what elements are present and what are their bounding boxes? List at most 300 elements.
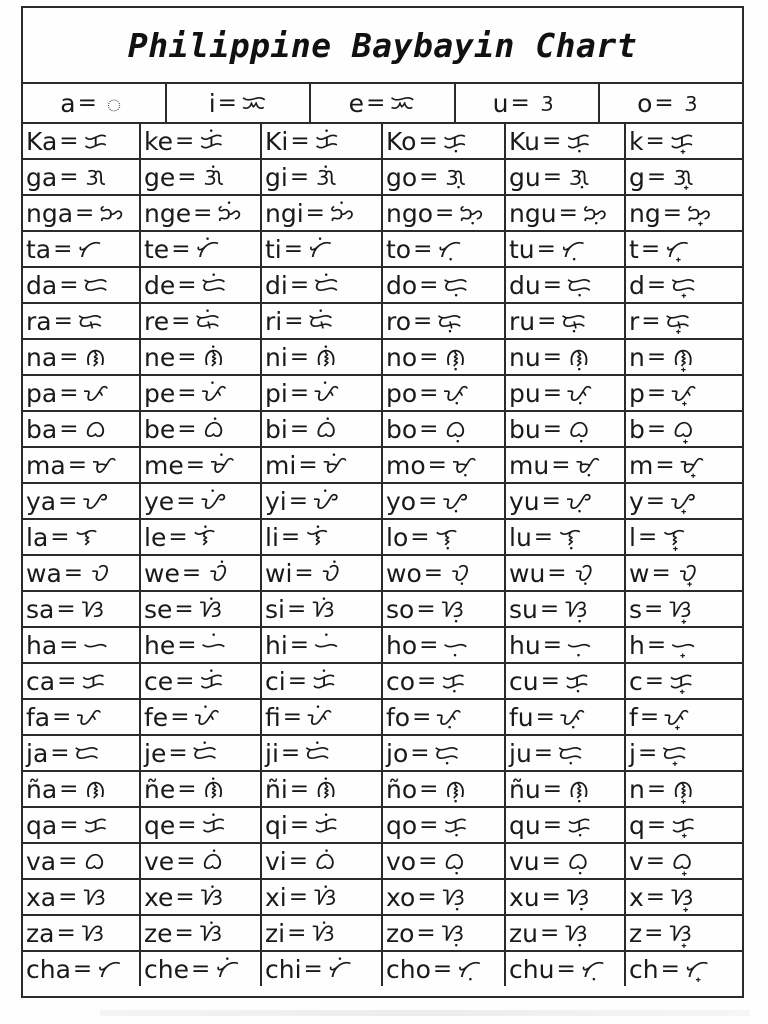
equals-sign: = [412,703,432,730]
equals-sign: = [177,163,197,190]
syllable-cell [141,626,262,662]
syllable-cell [23,266,141,302]
baybayin-glyph: ᜂ [540,89,554,117]
baybayin-glyph [579,957,607,981]
syllable-cell [506,194,626,230]
latin-syllable: lo [386,522,409,552]
latin-syllable: nge [144,198,192,228]
base-glyph: ᜊ [672,415,694,443]
equals-sign: = [177,271,197,298]
syllable-cell [506,878,626,914]
equals-sign: = [171,235,191,262]
vowel-cell [311,84,455,122]
base-glyph: ᜌ [82,487,107,515]
equals-sign: = [510,89,530,116]
syllable-cell [626,518,742,554]
equals-sign: = [542,775,562,802]
latin-syllable: yo [386,486,417,516]
baybayin-glyph [455,957,483,981]
baybayin-glyph [441,633,469,657]
baybayin-glyph [79,669,107,693]
equals-sign: = [288,487,309,514]
syllable-cell [141,662,262,698]
equals-sign: = [644,919,664,946]
vowel-cell [600,84,742,122]
latin-syllable: ño [386,774,418,804]
baybayin-glyph [312,345,340,369]
syllable-cell [262,734,383,770]
equals-sign: = [174,127,195,154]
baybayin-glyph [198,885,226,909]
latin-syllable: da [26,270,58,300]
equals-sign: = [646,775,667,802]
base-glyph: ᜐ [565,919,588,947]
baybayin-glyph [668,489,696,513]
base-glyph: ᜑ [200,631,227,659]
baybayin-glyph [197,669,225,693]
syllable-cell [626,482,742,518]
vowel-cell [167,84,311,122]
equals-sign: = [417,883,437,910]
base-glyph: ᜍ [307,307,334,335]
equals-sign: = [72,955,93,982]
baybayin-glyph [97,201,125,225]
latin-syllable: ca [26,666,56,696]
equals-sign: = [637,523,658,550]
syllable-cell [383,554,506,590]
equals-sign: = [533,523,554,550]
baybayin-glyph [565,273,593,297]
syllable-cell [262,806,383,842]
syllable-cell [383,842,506,878]
latin-syllable: ga [26,162,58,192]
base-glyph: ᜑ [82,631,109,659]
base-glyph: ᜌ [200,487,225,515]
latin-syllable: Ko [386,126,417,156]
equals-sign: = [413,235,433,262]
equals-sign: = [651,559,671,586]
latin-syllable: wa [26,558,62,588]
syllable-cell [506,302,626,338]
base-glyph: ᜉ [442,379,469,407]
syllable-cell [23,698,141,734]
baybayin-glyph [74,705,102,729]
baybayin-glyph [191,525,219,549]
syllable-cell [141,734,262,770]
base-glyph: ᜅ [582,199,607,227]
baybayin-glyph [441,777,469,801]
equals-sign: = [289,163,310,190]
syllable-cell [626,662,742,698]
syllable-cell [262,302,383,338]
baybayin-glyph [565,633,593,657]
latin-syllable: hi [265,630,288,660]
baybayin-glyph [564,849,592,873]
baybayin-glyph: ᜀ [106,89,122,117]
latin-syllable: lu [509,522,532,552]
syllable-cell [141,482,262,518]
equals-sign: = [432,955,453,982]
base-glyph: ᜇ [304,739,330,767]
syllable-cell [141,158,262,194]
base-glyph: ᜍ [664,307,691,335]
baybayin-glyph [441,273,469,297]
baybayin-glyph [564,129,592,153]
baybayin-glyph [669,345,697,369]
latin-syllable: j [629,738,636,768]
latin-syllable: x [629,882,644,912]
baybayin-glyph [441,381,469,405]
latin-syllable: wu [509,558,546,588]
syllable-cell [383,122,506,158]
syllable-cell [506,482,626,518]
baybayin-glyph [312,633,340,657]
baybayin-glyph [200,381,228,405]
base-glyph: ᜏ [208,559,228,587]
baybayin-glyph [312,165,340,189]
equals-sign: = [294,559,314,586]
base-glyph: ᜆ [665,235,689,263]
latin-syllable: le [144,522,167,552]
latin-syllable: co [386,666,416,696]
latin-syllable: fe [144,702,169,732]
syllable-cell [506,914,626,950]
syllable-cell [626,230,742,266]
base-glyph: ᜊ [315,415,337,443]
base-glyph: ᜄ [568,163,590,191]
baybayin-glyph [82,129,110,153]
baybayin-glyph [79,597,107,621]
latin-syllable: du [509,270,541,300]
equals-sign: = [419,415,439,442]
base-glyph: ᜇ [433,739,460,767]
equals-sign: = [539,919,560,946]
syllable-cell [383,806,506,842]
latin-syllable: che [144,954,189,984]
baybayin-glyph [556,525,584,549]
base-glyph: ᜍ [77,307,103,335]
baybayin-glyph [193,309,221,333]
latin-syllable: si [265,594,285,624]
baybayin-glyph [660,525,688,549]
latin-syllable: y [629,486,644,516]
base-glyph: ᜏ [321,559,340,587]
base-glyph: ᜃ [671,811,695,839]
base-glyph: ᜇ [313,271,339,299]
equals-sign: = [63,559,84,586]
base-glyph: ᜈ [672,775,694,803]
equals-sign: = [289,271,310,298]
latin-syllable: chu [509,954,555,984]
base-glyph: ᜐ [669,919,692,947]
syllable-cell [23,158,141,194]
baybayin-glyph [312,813,340,837]
equals-sign: = [660,955,680,982]
base-glyph: ᜆ [215,955,239,983]
latin-syllable: ña [26,774,58,804]
baybayin-glyph [305,705,333,729]
baybayin-glyph [446,561,474,585]
syllable-cell [141,122,262,158]
syllable-cell [262,878,383,914]
latin-syllable: qo [386,810,418,840]
baybayin-glyph [556,741,584,765]
base-glyph: ᜅ [99,199,124,227]
latin-syllable: va [26,846,57,876]
equals-sign: = [50,523,70,550]
baybayin-glyph [439,921,467,945]
equals-sign: = [542,271,562,298]
baybayin-glyph [317,561,345,585]
latin-syllable: xa [26,882,57,912]
baybayin-glyph [457,201,485,225]
syllable-cell [262,266,383,302]
latin-syllable: re [144,306,170,336]
latin-syllable: vo [386,846,417,876]
baybayin-glyph [312,417,340,441]
equals-sign: = [53,307,73,334]
equals-sign: = [289,811,310,838]
equals-sign: = [298,451,318,478]
latin-syllable: zo [386,918,415,948]
base-glyph: ᜄ [316,163,337,191]
latin-syllable: tu [509,234,535,264]
latin-syllable: qu [509,810,541,840]
syllable-cell [262,230,383,266]
baybayin-glyph [303,525,331,549]
latin-syllable: xo [386,882,416,912]
baybayin-glyph [80,885,108,909]
equals-sign: = [303,955,323,982]
syllable-cell [626,806,742,842]
latin-syllable: n [629,342,645,372]
baybayin-glyph [313,129,341,153]
latin-syllable: di [265,270,288,300]
equals-sign: = [59,127,79,154]
baybayin-glyph [303,741,331,765]
base-glyph: ᜄ [673,163,694,191]
syllable-cell [506,122,626,158]
baybayin-glyph [565,165,593,189]
latin-syllable: fa [26,702,51,732]
base-glyph: ᜉ [566,379,592,407]
latin-syllable: ne [144,342,176,372]
syllable-cell [626,734,742,770]
equals-sign: = [644,667,665,694]
equals-sign: = [284,307,304,334]
base-glyph: ᜐ [441,595,464,623]
latin-syllable: cu [509,666,539,696]
equals-sign: = [50,739,70,766]
syllable-cell [262,194,383,230]
syllable-cell [383,662,506,698]
base-glyph: ᜈ [445,775,466,803]
equals-sign: = [289,343,310,370]
latin-syllable: ni [265,342,288,372]
syllable-cell [23,482,141,518]
syllable-cell [383,194,506,230]
syllable-cell [23,662,141,698]
equals-sign: = [646,163,667,190]
equals-sign: = [190,955,211,982]
equals-sign: = [416,919,436,946]
equals-sign: = [423,559,444,586]
syllable-cell [506,950,626,986]
baybayin-glyph [666,921,694,945]
syllable-cell [626,554,742,590]
latin-syllable: ju [509,738,532,768]
syllable-cell [262,698,383,734]
equals-sign: = [58,847,78,874]
baybayin-glyph [81,165,109,189]
base-glyph: ᜉ [200,379,227,407]
equals-sign: = [289,415,310,442]
latin-syllable: ta [26,234,52,264]
equals-sign: = [410,739,430,766]
equals-sign: = [541,487,561,514]
baybayin-glyph [666,597,694,621]
latin-syllable: ng [629,198,661,228]
equals-sign: = [547,559,567,586]
baybayin-glyph [668,849,696,873]
latin-syllable: je [144,738,167,768]
latin-syllable: no [386,342,418,372]
syllable-cell [506,554,626,590]
equals-sign: = [645,883,666,910]
base-glyph: ᜎ [559,523,582,551]
baybayin-glyph [668,885,696,909]
base-glyph: ᜅ [686,199,712,227]
latin-syllable: to [386,234,412,264]
baybayin-glyph [197,597,225,621]
base-glyph: ᜆ [581,955,605,983]
equals-sign: = [287,919,307,946]
syllable-cell [383,410,506,446]
syllable-cell [383,482,506,518]
base-glyph: ᜊ [567,847,589,875]
latin-syllable: xi [265,882,287,912]
base-glyph: ᜈ [568,775,590,803]
equals-sign: = [410,523,430,550]
latin-syllable: Ki [265,126,289,156]
equals-sign: = [646,379,667,406]
syllable-cell [626,446,742,482]
equals-sign: = [280,523,301,550]
syllable-cell [506,266,626,302]
equals-sign: = [177,775,197,802]
latin-syllable: c [629,666,643,696]
syllable-cell [141,950,262,986]
equals-sign: = [58,487,78,514]
equals-sign: = [419,631,439,658]
latin-syllable: te [144,234,170,264]
baybayin-glyph [200,777,228,801]
equals-sign: = [542,415,562,442]
syllable-cell [262,518,383,554]
latin-syllable: bu [509,414,541,444]
baybayin-glyph [565,813,593,837]
base-glyph: ᜏ [90,559,110,587]
baybayin-glyph [79,921,107,945]
equals-sign: = [542,163,562,190]
base-glyph: ᜆ [685,955,709,983]
syllable-cell [23,446,141,482]
baybayin-glyph [664,309,692,333]
syllable-cell [262,626,383,662]
latin-syllable: ce [144,666,174,696]
base-glyph: ᜍ [194,307,220,335]
baybayin-glyph [86,561,114,585]
syllable-cell [626,194,742,230]
baybayin-glyph [200,633,228,657]
syllable-cell [23,518,141,554]
equals-sign: = [542,127,562,154]
equals-sign: = [168,523,188,550]
baybayin-glyph [208,453,236,477]
syllable-cell [23,914,141,950]
baybayin-glyph [669,633,697,657]
base-glyph: ᜇ [566,271,592,299]
base-glyph: ᜉ [75,703,102,731]
latin-syllable: za [26,918,55,948]
scan-edge [100,1010,750,1016]
equals-sign: = [217,89,237,116]
equals-sign: = [57,667,77,694]
equals-sign: = [655,451,675,478]
latin-syllable: pi [265,378,288,408]
syllable-cell [141,914,262,950]
base-glyph: ᜉ [559,703,585,731]
equals-sign: = [174,595,194,622]
baybayin-glyph [306,237,334,261]
syllable-cell [23,878,141,914]
baybayin-glyph [440,885,468,909]
base-glyph: ᜉ [306,703,332,731]
syllable-cell [262,914,383,950]
latin-syllable: ri [265,306,283,336]
syllable-cell [383,698,506,734]
base-glyph: ᜇ [82,271,109,299]
equals-sign: = [177,379,197,406]
base-glyph: ᜎ [306,523,329,551]
base-glyph: ᜈ [672,343,694,371]
base-glyph: ᜆ [77,235,102,263]
syllable-cell [141,590,262,626]
equals-sign: = [539,595,560,622]
latin-letter: o [637,88,653,118]
latin-syllable: ñu [509,774,541,804]
latin-syllable: ro [386,306,412,336]
syllable-cell [141,806,262,842]
baybayin-glyph [76,309,104,333]
base-glyph: ᜃ [441,667,466,695]
baybayin-glyph [440,489,468,513]
latin-syllable: ngo [386,198,434,228]
latin-syllable: gi [265,162,288,192]
equals-sign: = [59,811,79,838]
latin-syllable: ha [26,630,58,660]
baybayin-glyph [558,705,586,729]
equals-sign: = [419,271,439,298]
syllable-cell [383,230,506,266]
syllable-cell [626,842,742,878]
equals-sign: = [419,379,439,406]
baybayin-glyph [309,597,337,621]
latin-syllable: ya [26,486,57,516]
latin-syllable: v [629,846,644,876]
base-glyph: ᜉ [663,703,689,731]
latin-syllable: pa [26,378,58,408]
